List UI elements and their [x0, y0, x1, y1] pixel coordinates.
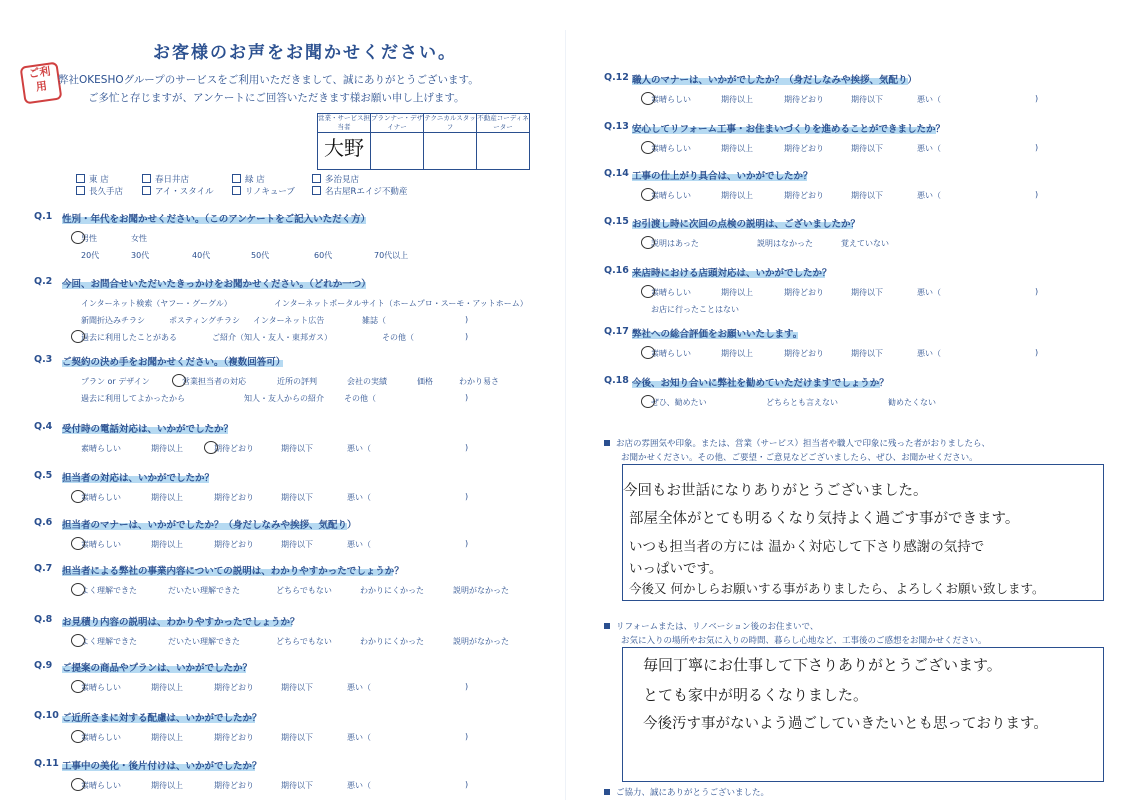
answer-option[interactable]: 期待どおり	[214, 683, 254, 692]
answer-option[interactable]: 会社の実績	[347, 377, 387, 386]
answer-option[interactable]: その他（	[344, 394, 376, 403]
answer-option[interactable]: 悪い（	[917, 144, 941, 153]
selected-answer-circle	[71, 231, 85, 244]
question-text: 担当者による弊社の事業内容についての説明は、わかりやすかったでしょうか？	[62, 566, 404, 577]
question-number: Q.11	[34, 758, 59, 769]
answer-option[interactable]: 期待どおり	[214, 733, 254, 742]
answer-option[interactable]: 素晴らしい	[81, 781, 121, 790]
selected-answer-circle	[641, 395, 655, 408]
answer-option[interactable]: 男性	[81, 234, 97, 243]
selected-answer-circle	[71, 330, 85, 343]
answer-option[interactable]: 期待以上	[721, 288, 753, 297]
square-bullet-icon	[604, 623, 610, 629]
question-number: Q.3	[34, 354, 53, 365]
question-number: Q.7	[34, 563, 53, 574]
answer-option[interactable]: 期待以下	[281, 444, 313, 453]
answer-option[interactable]: 期待どおり	[784, 191, 824, 200]
checkbox-icon	[142, 186, 151, 195]
close-paren: )	[465, 539, 469, 548]
question-number: Q.5	[34, 470, 53, 481]
square-bullet-icon	[604, 789, 610, 795]
answer-option[interactable]: どちらでもない	[276, 637, 332, 646]
answer-option[interactable]: 営業担当者の対応	[182, 377, 246, 386]
selected-answer-circle	[641, 141, 655, 154]
close-paren: )	[1035, 287, 1039, 296]
answer-option[interactable]: 悪い（	[917, 95, 941, 104]
answer-option[interactable]: 期待以上	[721, 144, 753, 153]
section1-answer-box[interactable]	[622, 464, 1104, 601]
close-paren: )	[465, 780, 469, 789]
selected-answer-circle	[204, 441, 218, 454]
answer-option[interactable]: 期待以上	[151, 781, 183, 790]
section2-answer-line: 毎回丁寧にお仕事して下さりありがとうございます。	[643, 656, 1002, 674]
store-option[interactable]: 多治見店	[312, 173, 359, 185]
answer-option[interactable]: 素晴らしい	[651, 144, 691, 153]
staff-table	[317, 113, 530, 170]
answer-option[interactable]: 新聞折込みチラシ	[81, 316, 145, 325]
answer-option[interactable]: 期待どおり	[214, 540, 254, 549]
question-text: 工事の仕上がり具合は、いかがでしたか？	[632, 171, 813, 182]
answer-option[interactable]: 期待以下	[851, 191, 883, 200]
question-number: Q.6	[34, 517, 53, 528]
close-paren: )	[1035, 94, 1039, 103]
checkbox-icon	[312, 186, 321, 195]
section2-answer-line: 今後汚す事がないよう過ごしていきたいとも思っております。	[643, 716, 1048, 732]
close-paren: )	[465, 443, 469, 452]
staff-cell-empty	[424, 133, 477, 170]
question-text: 安心してリフォーム工事・お住まいづくりを進めることができましたか？	[632, 124, 946, 135]
answer-option[interactable]: よく理解できた	[81, 586, 137, 595]
answer-option[interactable]: 期待以下	[851, 349, 883, 358]
question-text: 今回、お問合せいただいたきっかけをお聞かせください。（どれか一つ）	[62, 279, 371, 290]
answer-option[interactable]: 素晴らしい	[651, 95, 691, 104]
answer-option[interactable]: 悪い（	[347, 781, 371, 790]
answer-option[interactable]: ぜひ、勧めたい	[651, 398, 707, 407]
section2-prompt-line2: お気に入りの場所やお気に入りの時間、暮らし心地など、工事後のご感想をお聞かせください。	[621, 636, 987, 646]
answer-option[interactable]: 知人・友人からの紹介	[244, 394, 324, 403]
answer-option[interactable]: 説明がなかった	[453, 586, 509, 595]
answer-option[interactable]: 期待どおり	[784, 349, 824, 358]
answer-option[interactable]: 素晴らしい	[81, 733, 121, 742]
answer-option[interactable]: 雑誌（	[362, 316, 386, 325]
close-paren: )	[465, 492, 469, 501]
staff-signature: 大野	[324, 136, 364, 160]
question-text: お見積り内容の説明は、わかりやすかったでしょうか？	[62, 617, 300, 628]
answer-option[interactable]: 期待以上	[151, 444, 183, 453]
question-number: Q.4	[34, 421, 53, 432]
answer-option[interactable]: 30代	[131, 251, 150, 260]
answer-option[interactable]: だいたい理解できた	[168, 637, 240, 646]
store-option[interactable]: 名古屋Rエイジ不動産	[312, 185, 407, 197]
selected-answer-circle	[641, 92, 655, 105]
close-paren: )	[1035, 348, 1039, 357]
question-text: 今後、お知り合いに弊社を勧めていただけますでしょうか？	[632, 378, 889, 389]
section2-answer-box[interactable]	[622, 647, 1104, 782]
staff-header-sales: 営業・サービス担当者	[318, 114, 370, 131]
answer-option[interactable]: 価格	[417, 377, 433, 386]
answer-option[interactable]: 期待以上	[721, 191, 753, 200]
page-divider	[565, 30, 566, 800]
section1-prompt-line2: お聞かせください。その他、ご要望・ご意見などございましたら、ぜひ、お聞かせください。	[621, 453, 978, 463]
answer-option[interactable]: ご紹介（知人・友人・東邦ガス）	[212, 333, 332, 342]
answer-option[interactable]: 悪い（	[917, 191, 941, 200]
answer-option[interactable]: 素晴らしい	[651, 349, 691, 358]
answer-option[interactable]: その他（	[382, 333, 414, 342]
question-number: Q.9	[34, 660, 53, 671]
intro-line-2: ご多忙と存じますが、アンケートにご回答いただきます様お願い申し上げます。	[88, 92, 465, 104]
question-number: Q.16	[604, 265, 629, 276]
selected-answer-circle	[71, 490, 85, 503]
answer-option[interactable]: 70代以上	[374, 251, 409, 260]
question-text: 職人のマナーは、いかがでしたか？（身だしなみや挨拶、気配り）	[632, 75, 918, 86]
close-paren: )	[465, 315, 469, 324]
question-text: 担当者の対応は、いかがでしたか？	[62, 473, 215, 484]
answer-option[interactable]: どちらでもない	[276, 586, 332, 595]
question-number: Q.14	[604, 168, 629, 179]
answer-option[interactable]: 悪い（	[347, 733, 371, 742]
question-text: 性別・年代をお聞かせください。（このアンケートをご記入いただく方）	[62, 214, 371, 225]
answer-option[interactable]: 素晴らしい	[651, 288, 691, 297]
answer-option[interactable]: 期待以下	[281, 540, 313, 549]
answer-option[interactable]: 期待以上	[721, 95, 753, 104]
answer-option[interactable]: 期待以下	[281, 733, 313, 742]
question-number: Q.10	[34, 710, 59, 721]
answer-option[interactable]: インターネット検索（ヤフー・グーグル）	[81, 299, 232, 308]
staff-header-technical: テクニカルスタッフ	[424, 114, 476, 131]
answer-option[interactable]: 女性	[131, 234, 147, 243]
section1-answer-line: いっぱいです。	[629, 561, 723, 577]
answer-option[interactable]: 期待以下	[851, 288, 883, 297]
answer-option[interactable]: わかり易さ	[459, 377, 499, 386]
question-number: Q.17	[604, 326, 629, 337]
store-option[interactable]: 緑 店	[232, 173, 265, 185]
question-text: お引渡し時に次回の点検の説明は、ございましたか？	[632, 219, 861, 230]
answer-option[interactable]: わかりにくかった	[360, 637, 424, 646]
question-text: 担当者のマナーは、いかがでしたか？（身だしなみや挨拶、気配り）	[62, 520, 357, 531]
section1-answer-line: 部屋全体がとても明るくなり気持よく過ごす事ができます。	[629, 511, 1020, 527]
selected-answer-circle	[641, 346, 655, 359]
answer-option[interactable]: 期待以下	[281, 781, 313, 790]
close-paren: )	[465, 332, 469, 341]
answer-option[interactable]: 悪い（	[347, 540, 371, 549]
answer-option[interactable]: 説明はあった	[651, 239, 699, 248]
answer-option[interactable]: よく理解できた	[81, 637, 137, 646]
store-option[interactable]: 長久手店	[76, 185, 123, 197]
selected-answer-circle	[71, 634, 85, 647]
answer-option[interactable]: お店に行ったことはない	[651, 305, 739, 314]
answer-option[interactable]: 期待以上	[151, 493, 183, 502]
store-option[interactable]: 春日井店	[142, 173, 189, 185]
answer-option[interactable]: 期待どおり	[784, 95, 824, 104]
answer-option[interactable]: 20代	[81, 251, 100, 260]
staff-cell-empty	[371, 133, 424, 170]
question-number: Q.8	[34, 614, 53, 625]
checkbox-icon	[232, 174, 241, 183]
selected-answer-circle	[71, 583, 85, 596]
answer-option[interactable]: 期待以上	[151, 733, 183, 742]
question-text: ご提案の商品やプランは、いかがでしたか？	[62, 663, 253, 674]
staff-header-realestate: 不動産コーディネーター	[477, 114, 529, 131]
question-text: 弊社への総合評価をお願いいたします。	[632, 329, 803, 340]
answer-option[interactable]: 素晴らしい	[81, 444, 121, 453]
answer-option[interactable]: わかりにくかった	[360, 586, 424, 595]
close-paren: )	[465, 393, 469, 402]
selected-answer-circle	[71, 730, 85, 743]
answer-option[interactable]: 説明はなかった	[757, 239, 813, 248]
answer-option[interactable]: 期待どおり	[214, 493, 254, 502]
answer-option[interactable]: 近所の評判	[277, 377, 317, 386]
section1-answer-line: 今後又 何かしらお願いする事がありましたら、よろしくお願い致します。	[629, 581, 1045, 596]
section2-prompt-line1: リフォームまたは、リノベーション後のお住まいで、	[604, 620, 818, 632]
staff-header-planner: プランナー・デザイナー	[371, 114, 423, 131]
answer-option[interactable]: 説明がなかった	[453, 637, 509, 646]
question-text: ご契約の決め手をお聞かせください。（複数回答可）	[62, 357, 286, 368]
answer-option[interactable]: 期待どおり	[214, 444, 254, 453]
question-number: Q.1	[34, 211, 53, 222]
question-number: Q.13	[604, 121, 629, 132]
selected-answer-circle	[71, 537, 85, 550]
answer-option[interactable]: 期待以下	[281, 683, 313, 692]
section1-prompt-line1: お店の雰囲気や印象。または、営業（サービス）担当者や職人で印象に残った者がおりましたら、	[604, 437, 990, 449]
answer-option[interactable]: 期待以上	[151, 683, 183, 692]
question-number: Q.15	[604, 216, 629, 227]
question-number: Q.18	[604, 375, 629, 386]
answer-option[interactable]: 勧めたくない	[888, 398, 936, 407]
close-paren: )	[1035, 143, 1039, 152]
store-option[interactable]: リノキューブ	[232, 185, 295, 197]
footer-thanks: ご協力、誠にありがとうございました。	[604, 786, 769, 798]
section1-answer-line: 今回もお世話になりありがとうございました。	[623, 483, 928, 499]
store-option[interactable]: アイ・スタイル	[142, 185, 214, 197]
question-text: ご近所さまに対する配慮は、いかがでしたか？	[62, 713, 262, 724]
question-text: 受付時の電話対応は、いかがでしたか？	[62, 424, 234, 435]
selected-answer-circle	[641, 236, 655, 249]
answer-option[interactable]: プラン or デザイン	[81, 377, 150, 386]
answer-option[interactable]: 期待以下	[281, 493, 313, 502]
answer-option[interactable]: 覚えていない	[841, 239, 889, 248]
answer-option[interactable]: だいたい理解できた	[168, 586, 240, 595]
question-number: Q.12	[604, 72, 629, 83]
answer-option[interactable]: 40代	[192, 251, 211, 260]
checkbox-icon	[142, 174, 151, 183]
selected-answer-circle	[172, 374, 186, 387]
checkbox-icon	[232, 186, 241, 195]
answer-option[interactable]: 悪い（	[347, 683, 371, 692]
answer-option[interactable]: どちらとも言えない	[766, 398, 838, 407]
answer-option[interactable]: 悪い（	[917, 288, 941, 297]
close-paren: )	[465, 682, 469, 691]
page-title: お客様のお声をお聞かせください。	[153, 43, 457, 63]
answer-option[interactable]: インターネット広告	[253, 316, 325, 325]
answer-option[interactable]: 悪い（	[347, 444, 371, 453]
staff-cell-empty	[477, 133, 530, 170]
answer-option[interactable]: 素晴らしい	[81, 493, 121, 502]
checkbox-icon	[76, 174, 85, 183]
answer-option[interactable]: 期待どおり	[784, 144, 824, 153]
answer-option[interactable]: 期待以上	[721, 349, 753, 358]
selected-answer-circle	[641, 285, 655, 298]
answer-option[interactable]: 過去に利用したことがある	[81, 333, 177, 342]
intro-line-1: 弊社OKESHOグループのサービスをご利用いただきまして、誠にありがとうございます。	[58, 74, 479, 86]
question-number: Q.2	[34, 276, 53, 287]
answer-option[interactable]: ポスティングチラシ	[169, 316, 241, 325]
answer-option[interactable]: 過去に利用してよかったから	[81, 394, 185, 403]
answer-option[interactable]: 期待どおり	[784, 288, 824, 297]
answer-option[interactable]: 60代	[314, 251, 333, 260]
section2-answer-line: とても家中が明るくなりました。	[643, 686, 869, 704]
close-paren: )	[465, 732, 469, 741]
checkbox-icon	[76, 186, 85, 195]
store-option[interactable]: 東 店	[76, 173, 109, 185]
selected-answer-circle	[71, 680, 85, 693]
checkbox-icon	[312, 174, 321, 183]
selected-answer-circle	[641, 188, 655, 201]
square-bullet-icon	[604, 440, 610, 446]
staff-signature-cell	[318, 133, 371, 170]
answer-option[interactable]: 期待以上	[151, 540, 183, 549]
selected-answer-circle	[71, 778, 85, 791]
answer-option[interactable]: 悪い（	[347, 493, 371, 502]
answer-option[interactable]: 期待以下	[851, 144, 883, 153]
question-text: 工事中の美化・後片付けは、いかがでしたか？	[62, 761, 262, 772]
answer-option[interactable]: 50代	[251, 251, 270, 260]
answer-option[interactable]: 素晴らしい	[81, 683, 121, 692]
answer-option[interactable]: 悪い（	[917, 349, 941, 358]
answer-option[interactable]: 期待どおり	[214, 781, 254, 790]
question-text: 来店時における店頭対応は、いかがでしたか？	[632, 268, 832, 279]
close-paren: )	[1035, 190, 1039, 199]
answer-option[interactable]: 素晴らしい	[81, 540, 121, 549]
company-seal-stamp: ご利 用	[20, 62, 63, 105]
section1-answer-line: いつも担当者の方には 温かく対応して下さり感謝の気持で	[629, 539, 985, 555]
answer-option[interactable]: インターネットポータルサイト（ホームプロ・スーモ・アットホーム）	[274, 299, 528, 308]
answer-option[interactable]: 素晴らしい	[651, 191, 691, 200]
answer-option[interactable]: 期待以下	[851, 95, 883, 104]
